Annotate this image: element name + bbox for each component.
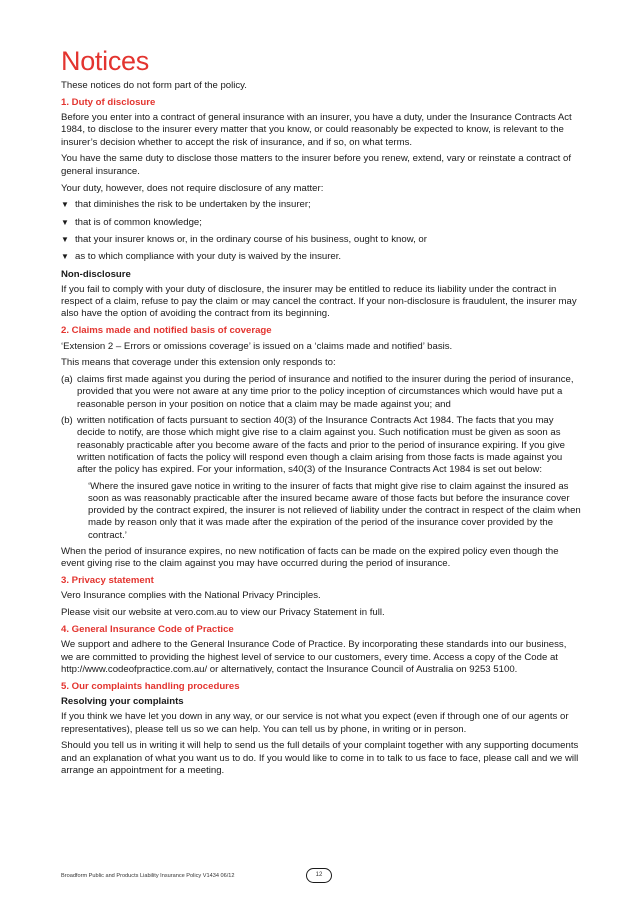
- list-item-text: as to which compliance with your duty is waived by the insurer.: [75, 251, 342, 263]
- triangle-bullet-icon: ▼: [61, 200, 69, 210]
- list-item: [61, 374, 581, 411]
- page-title: Notices: [61, 46, 149, 76]
- subheading-resolving-complaints: Resolving your complaints: [61, 695, 184, 707]
- section-heading-claims-made: 2. Claims made and notified basis of coverage: [61, 325, 272, 337]
- list-item: [61, 234, 581, 246]
- triangle-bullet-icon: ▼: [61, 252, 69, 262]
- paragraph: If you fail to comply with your duty of disclosure, the insurer may be entitled to reduce its liability under the contract in respect of a claim, refuse to pay the claim or may cancel the contract. If your non-disclosure is fraudulent, the insurer may also have the option of avoiding the contract from its beginning.: [61, 283, 577, 320]
- paragraph: ‘Extension 2 – Errors or omissions coverage’ is issued on a ‘claims made and notified’ basis.: [61, 340, 453, 352]
- paragraph: Vero Insurance complies with the National Privacy Principles.: [61, 590, 321, 602]
- list-item-text: that diminishes the risk to be undertaken by the insurer;: [75, 199, 311, 211]
- page-footer: [61, 869, 581, 883]
- paragraph: When the period of insurance expires, no new notification of facts can be made on the expired policy even though the event giving rise to the claim against you may have occurred during the period of insurance.: [61, 546, 559, 570]
- paragraph: This means that coverage under this extension only responds to:: [61, 357, 336, 369]
- list-item-text: that is of common knowledge;: [75, 216, 202, 228]
- paragraph: We support and adhere to the General Insurance Code of Practice. By incorporating these standards into our business, we are committed to providing the highest level of service to our customers, every time. Access a copy of the Code at http://www.codeofpractice.com.au/ or alternatively, contact the Insurance Council of Australia on 9253 5100.: [61, 639, 567, 675]
- triangle-bullet-icon: ▼: [61, 234, 69, 244]
- paragraph: Please visit our website at vero.com.au to view our Privacy Statement in full.: [61, 607, 385, 619]
- footer-document-title: Broadform Public and Products Liability Insurance Policy V1434 06/12: [61, 873, 235, 879]
- page-number: 12: [306, 868, 332, 883]
- section-heading-duty-of-disclosure: 1. Duty of disclosure: [61, 96, 156, 108]
- paragraph: You have the same duty to disclose those matters to the insurer before you renew, extend, vary or reinstate a contract of general insurance.: [61, 153, 571, 177]
- notices-content: [61, 46, 581, 782]
- list-item-text: written notification of facts pursuant to section 40(3) of the Insurance Contracts Act 1984. The facts that you may decide to notify, are those which might give rise to a claim against you. Such notification must be given as soon as reasonably practicable after you become aware of the facts and prior to the period of insurance expiring. If you give written notification of facts the policy will respond even though a claim arising from those facts is made against you after the policy has expired. For your information, s40(3) of the Insurance Contracts Act 1984 is set out below:: [77, 415, 565, 476]
- paragraph: If you think we have let you down in any way, or our service is not what you expect (even if through one of our agents or representatives), please tell us so we can help. You can tell us by phone, in writing or in person.: [61, 711, 569, 735]
- section-heading-code-of-practice: 4. General Insurance Code of Practice: [61, 623, 234, 635]
- section-heading-privacy: 3. Privacy statement: [61, 575, 154, 587]
- list-item-marker: (b): [61, 415, 73, 427]
- block-quote: ‘Where the insured gave notice in writing to the insurer of facts that might give rise to claim against the insured as soon as was reasonably practicable after the insured became aware of those facts but before the insurance cover provided by the contract expired, the insurer is not relieved of liability under the contract in respect of the claim when made by reason only that it was made after the expiration of the period of the insurance cover provided by the contract.’: [88, 480, 581, 541]
- list-item: [61, 199, 581, 211]
- paragraph: Before you enter into a contract of general insurance with an insurer, you have a duty, under the Insurance Contracts Act 1984, to disclose to the insurer every matter that you know, or could reasonably be expected to know, is relevant to the insurer’s decision whether to accept the risk of insurance, and if so, on what terms.: [61, 112, 572, 148]
- list-item: [61, 217, 581, 229]
- subheading-non-disclosure: Non-disclosure: [61, 268, 131, 280]
- list-item-text: that your insurer knows or, in the ordinary course of his business, ought to know, or: [75, 233, 427, 245]
- list-item-marker: (a): [61, 374, 73, 386]
- intro-text: These notices do not form part of the policy.: [61, 80, 247, 91]
- list-item: [61, 251, 581, 263]
- triangle-bullet-icon: ▼: [61, 217, 69, 227]
- list-item: [61, 415, 581, 476]
- section-heading-complaints: 5. Our complaints handling procedures: [61, 680, 240, 692]
- paragraph: Your duty, however, does not require disclosure of any matter:: [61, 182, 324, 194]
- list-item-text: claims first made against you during the period of insurance and notified to the insurer during the period of insurance, provided that you were not aware at any time prior to the policy inception of circumstances which would have put a reasonable person in your position on notice that a claim may be made against you; and: [77, 374, 574, 410]
- paragraph: Should you tell us in writing it will help to send us the full details of your complaint together with any supporting documents and an explanation of what you want us to do. If you would like to come in to talk to us face to face, please call and we will arrange an appointment for a meeting.: [61, 740, 579, 776]
